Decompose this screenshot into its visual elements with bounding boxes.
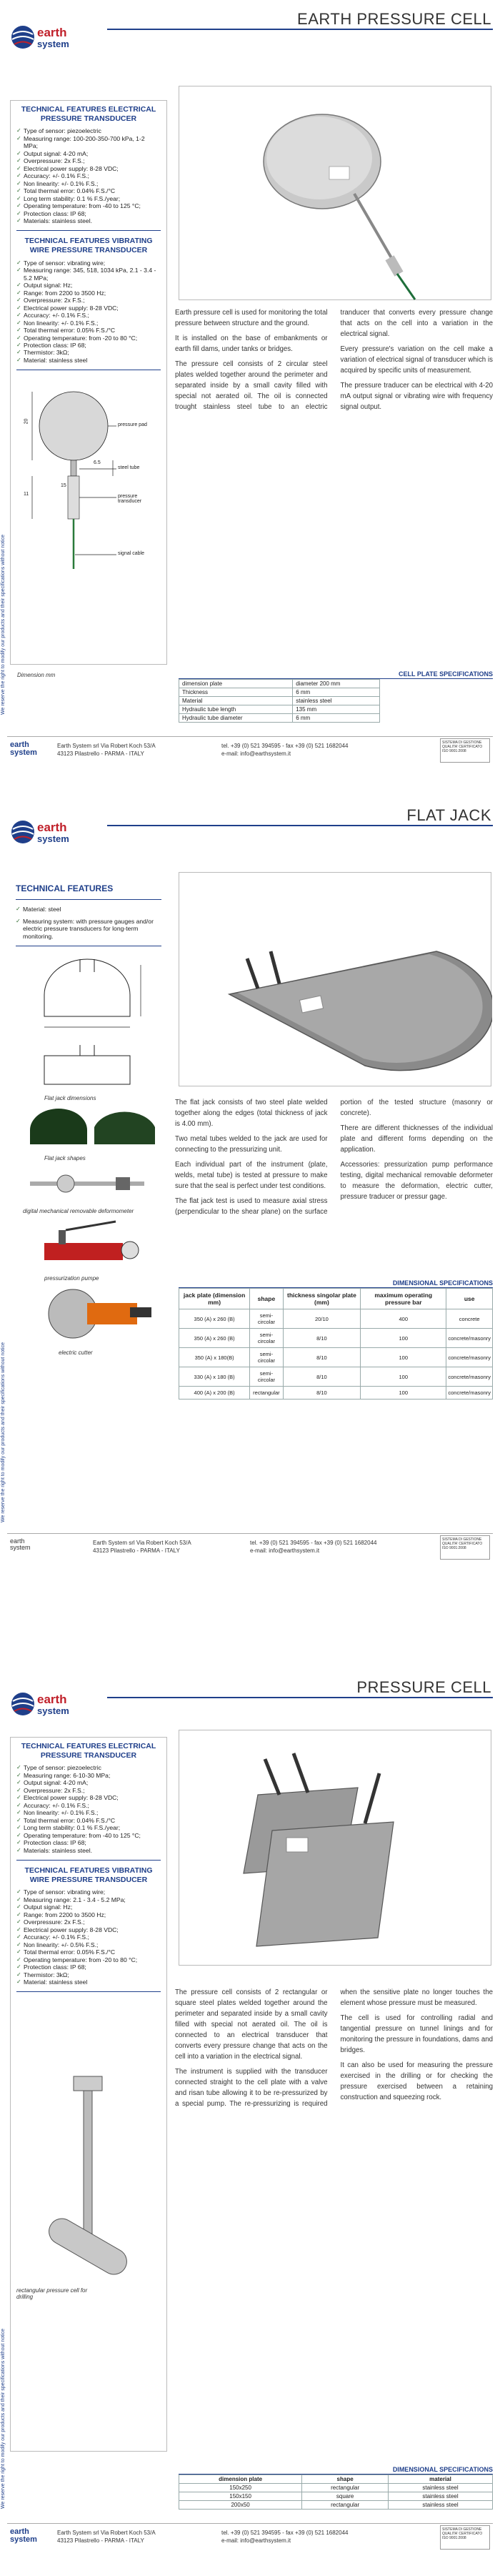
list-item: ✓ Overpressure: 2x F.S.;: [16, 157, 161, 164]
earth-system-logo: [7, 808, 100, 853]
list-item: ✓ Accuracy: +/- 0.1% F.S.;: [16, 1802, 161, 1809]
email-line[interactable]: e-mail: info@earthsystem.it: [221, 750, 291, 757]
table-cell: 20/10: [283, 1309, 360, 1329]
dim-label: 15: [61, 483, 66, 489]
list-item: ✓ Measuring range: 6-10-30 MPa;: [16, 1772, 161, 1779]
certification-badge: SISTEMA DI GESTIONE QUALITA' CERTIFICATO ISO 9001:2008: [440, 2525, 490, 2550]
list-item: ✓ Materials: stainless steel.: [16, 217, 161, 224]
vibrating-features-title: TECHNICAL FEATURES VIBRATING WIRE PRESSURE TRANSDUCER: [24, 1866, 153, 1884]
table-cell: 8/10: [283, 1348, 360, 1367]
features-list: [16, 906, 161, 940]
list-item: ✓ Non linearity: +/- 0.1% F.S.;: [16, 1809, 161, 1816]
paragraph: Every pressure's variation on the cell make a variation of electrical signal of transducer which is acquired by specific units of measurement.: [340, 345, 493, 375]
table-row: [179, 2492, 493, 2501]
paragraph: Two metal tubes welded to the jack are used for connecting to the pressurizing unit.: [175, 1135, 328, 1154]
dim-label: 20: [24, 419, 29, 425]
table-cell: 100: [361, 1348, 446, 1367]
column-header: use: [446, 1289, 493, 1309]
footer-address: [57, 743, 156, 758]
table-cell: semi-circolar: [250, 1367, 283, 1387]
list-item: ✓ Output signal: 4-20 mA;: [16, 1779, 161, 1786]
table-cell: semi-circolar: [250, 1309, 283, 1329]
list-item: ✓ Output signal: Hz;: [16, 1903, 161, 1911]
table-cell: 100: [361, 1367, 446, 1387]
table-row: [179, 705, 380, 714]
list-item: ✓ Operating temperature: from -40 to 125 °C;: [16, 202, 161, 209]
footer-contacts: [250, 1540, 376, 1555]
list-item: ✓ Total thermal error: 0.04% F.S./°C: [16, 187, 161, 194]
list-item: ✓ Thermistor: 3kΩ;: [16, 349, 161, 356]
dim-label: 11: [24, 492, 29, 497]
dimension-drawing: [16, 376, 161, 590]
paragraph: It can also be used for measuring the pressure exercised in the drilling or for checking the pressure exercised between a retaining construction and squeezing rock.: [340, 2061, 493, 2102]
vibrating-features-list: [16, 1888, 161, 1986]
table-cell: 8/10: [283, 1367, 360, 1387]
table-cell: 8/10: [283, 1387, 360, 1400]
page-title: PRESSURE CELL: [356, 1678, 491, 1696]
certification-badge: SISTEMA DI GESTIONE QUALITA' CERTIFICATO ISO 9001:2008: [440, 738, 490, 763]
table-cell: concrete/masonry: [446, 1329, 493, 1348]
table-cell: 400: [361, 1309, 446, 1329]
list-item: ✓ Non linearity: +/- 0.1% F.S.;: [16, 319, 161, 327]
caption-cutter: electric cutter: [59, 1349, 93, 1357]
spec-table: [179, 1288, 493, 1400]
table-row: [179, 1367, 493, 1387]
column-header: maximum operating pressure bar: [361, 1289, 446, 1309]
list-item: ✓ Total thermal error: 0.05% F.S./°C: [16, 327, 161, 334]
table-cell: rectangular: [302, 2484, 389, 2492]
list-item: ✓ Measuring range: 345, 518, 1034 kPa, 2.1 - 3.4 - 5.2 MPa;: [16, 267, 161, 282]
list-item: ✓ Non linearity: +/- 0.5% F.S.;: [16, 1941, 161, 1948]
page-header: [0, 779, 500, 858]
table-header-row: [179, 1289, 493, 1309]
list-item: ✓ Overpressure: 2x F.S.;: [16, 297, 161, 304]
list-item: ✓ Material: stainless steel: [16, 1978, 161, 1986]
divider: [16, 1991, 161, 1992]
description-text: [175, 307, 493, 450]
spec-table: [179, 2475, 493, 2510]
flat-jack-dimension-drawing: [16, 952, 159, 1038]
paragraph: The instrument is supplied with the transducer connected straight to the cell plate with a valve and risan tube allowing it to be re-pressurized by a special pump. The re-pressurizing is required when the sensitive plate no longer touches the element whose pressure must be measured.: [175, 1988, 493, 2109]
pressure-cell-photo: [179, 1730, 492, 1966]
title-rule: [107, 1697, 493, 1698]
table-cell: dimension plate: [179, 680, 293, 688]
email-line[interactable]: e-mail: info@earthsystem.it: [221, 2537, 291, 2544]
dimensional-specifications: [179, 2466, 493, 2510]
column-header: dimension plate: [179, 2475, 302, 2484]
vibrating-features-list: [16, 259, 161, 365]
vibrating-features-title: TECHNICAL FEATURES VIBRATING WIRE PRESSURE TRANSDUCER: [24, 237, 153, 255]
column-header: thickness singolar plate (mm): [283, 1289, 360, 1309]
rectangular-cell-drawing: [16, 2069, 159, 2284]
table-cell: stainless steel: [293, 697, 379, 705]
features-title: TECHNICAL FEATURES: [16, 883, 114, 893]
table-header-row: [179, 2475, 493, 2484]
footer-brand: [10, 1538, 31, 1551]
certification-badge: SISTEMA DI GESTIONE QUALITA' CERTIFICATO ISO 9001:2008: [440, 1535, 490, 1560]
column-header: material: [389, 2475, 493, 2484]
list-item: ✓ Material: steel: [16, 906, 161, 913]
page-title: EARTH PRESSURE CELL: [297, 10, 491, 28]
table-cell: 200x50: [179, 2501, 302, 2510]
paragraph: It is installed on the base of embankments or earth fill dams, under tanks or bridges.: [175, 335, 328, 354]
page-earth-pressure-cell: [0, 0, 500, 779]
table-row: [179, 2484, 493, 2492]
list-item: ✓ Materials: stainless steel.: [16, 1847, 161, 1854]
list-item: ✓ Electrical power supply: 8-28 VDC;: [16, 165, 161, 172]
svg-text:earth: earth: [37, 1693, 67, 1706]
title-rule: [107, 825, 493, 826]
table-cell: concrete/masonry: [446, 1348, 493, 1367]
table-cell: diameter 200 mm: [293, 680, 379, 688]
paragraph: The pressure cell consists of 2 circular steel plates welded together around the perimeter and separated inside by a small cavity filled with special not aerated oil. The oil is connected trought stainless steel tube to an electric tranducer that converts every pressure change that acts on the cell into a variation in the electrical signal.: [175, 309, 493, 412]
table-cell: Thickness: [179, 688, 293, 697]
list-item: ✓ Protection class: IP 68;: [16, 1963, 161, 1971]
svg-text:system: system: [37, 833, 69, 844]
table-cell: Hydraulic tube diameter: [179, 714, 293, 723]
spec-table: [179, 679, 380, 723]
label-signal-cable: signal cable: [118, 551, 144, 557]
table-cell: stainless steel: [389, 2484, 493, 2492]
caption-shapes: Flat jack shapes: [44, 1155, 86, 1162]
brand-word: earth: [10, 1537, 25, 1545]
list-item: ✓ Material: stainless steel: [16, 357, 161, 364]
table-cell: rectangular: [302, 2501, 389, 2510]
spec-title: DIMENSIONAL SPECIFICATIONS: [179, 2466, 493, 2475]
tel-line: tel. +39 (0) 521 394595 - fax +39 (0) 521 1682044: [221, 743, 349, 749]
brand-word: system: [10, 1544, 31, 1551]
list-item: ✓ Overpressure: 2x F.S.;: [16, 1787, 161, 1794]
footer-brand: [10, 741, 37, 757]
page-title: FLAT JACK: [406, 806, 491, 824]
list-item: ✓ Measuring system: with pressure gauges and/or electric pressure transducers for long-term monitoring.: [16, 918, 161, 940]
paragraph: The pressure traducer can be electrical with 4-20 mA output signal or vibrating wire with frequency signal output.: [340, 382, 493, 412]
list-item: ✓ Overpressure: 2x F.S.;: [16, 1918, 161, 1926]
deformometer-photo: [16, 1161, 159, 1204]
electrical-features-title: TECHNICAL FEATURES ELECTRICAL PRESSURE TRANSDUCER: [21, 105, 156, 123]
address-line: Earth System srl Via Robert Koch 53/A: [93, 1540, 191, 1546]
tel-line: tel. +39 (0) 521 394595 - fax +39 (0) 521 1682044: [250, 1540, 377, 1546]
table-row: [179, 1309, 493, 1329]
flat-jack-shapes-photo: [16, 1101, 159, 1151]
list-item: ✓ Output signal: 4-20 mA;: [16, 150, 161, 157]
label-steel-tube: steel tube: [118, 465, 140, 471]
side-note: We reserve the right to modify our products and their specifications without notice: [1, 1342, 6, 1522]
table-cell: Hydraulic tube length: [179, 705, 293, 714]
table-row: [179, 697, 380, 705]
list-item: ✓ Type of sensor: piezoelectric: [16, 1764, 161, 1771]
dimensional-specifications: [179, 1279, 493, 1400]
description-text: [175, 1987, 493, 2201]
list-item: ✓ Electrical power supply: 8-28 VDC;: [16, 1794, 161, 1801]
page-flat-jack: [0, 779, 500, 1594]
table-row: [179, 1348, 493, 1367]
earth-pressure-cell-photo: [179, 86, 492, 301]
paragraph: Accessories: pressurization pump performance testing, digital mechanical removable deformeter to measure the deformation, electric cutter, pressure traducer or pressur gage.: [340, 1161, 493, 1202]
table-cell: 135 mm: [293, 705, 379, 714]
table-cell: 100: [361, 1387, 446, 1400]
table-cell: concrete/masonry: [446, 1367, 493, 1387]
table-cell: rectangular: [250, 1387, 283, 1400]
column-header: jack plate (dimension mm): [179, 1289, 250, 1309]
earth-system-logo: [7, 13, 100, 59]
address-line: 43123 Pilastrello - PARMA - ITALY: [57, 750, 144, 757]
svg-text:earth: earth: [37, 821, 67, 834]
table-cell: 150x250: [179, 2484, 302, 2492]
column-header: shape: [250, 1289, 283, 1309]
divider: [16, 1860, 161, 1861]
label-pressure-transducer: pressure transducer: [118, 494, 142, 505]
divider: [16, 899, 161, 900]
table-cell: concrete: [446, 1309, 493, 1329]
address-line: Earth System srl Via Robert Koch 53/A: [57, 743, 156, 749]
table-cell: stainless steel: [389, 2492, 493, 2501]
list-item: ✓ Measuring range: 100-200-350-700 kPa, 1-2 MPa;: [16, 135, 161, 150]
table-cell: semi-circolar: [250, 1329, 283, 1348]
footer-contacts: [221, 2530, 348, 2545]
page-footer: [7, 1533, 493, 1569]
footer-address: [93, 1540, 191, 1555]
paragraph: The flat jack consists of two steel plate welded together along the edges (total thickness of jack is 4.00 mm).: [175, 1099, 328, 1129]
brand-word: earth: [10, 2527, 29, 2536]
tel-line: tel. +39 (0) 521 394595 - fax +39 (0) 521 1682044: [221, 2530, 349, 2536]
table-row: [179, 2501, 493, 2510]
table-row: [179, 680, 380, 688]
spec-title: CELL PLATE SPECIFICATIONS: [179, 670, 493, 679]
column-header: shape: [302, 2475, 389, 2484]
divider: [16, 230, 161, 231]
list-item: ✓ Total thermal error: 0.04% F.S./°C: [16, 1817, 161, 1824]
svg-text:system: system: [37, 1705, 69, 1716]
technical-features-panel: [10, 879, 167, 1472]
table-cell: square: [302, 2492, 389, 2501]
table-cell: 6 mm: [293, 688, 379, 697]
table-cell: 350 (A) x 180(B): [179, 1348, 250, 1367]
table-cell: 100: [361, 1329, 446, 1348]
list-item: ✓ Type of sensor: vibrating wire;: [16, 1888, 161, 1896]
table-row: [179, 688, 380, 697]
caption-pump: pressurization pumpe: [44, 1275, 99, 1282]
dimension-caption: Dimension mm: [17, 672, 56, 678]
footer-contacts: [221, 743, 348, 758]
table-cell: 330 (A) x 180 (B): [179, 1367, 250, 1387]
caption-dimensions: Flat jack dimensions: [44, 1095, 96, 1102]
flat-jack-photo: [179, 873, 492, 1087]
list-item: ✓ Total thermal error: 0.05% F.S./°C: [16, 1948, 161, 1956]
paragraph: Each individual part of the instrument (plate, welds, metal tube) is tested at pressure to make sure that the seal is perfect under test conditions.: [175, 1161, 328, 1191]
brand-word: system: [10, 2535, 37, 2544]
table-cell: stainless steel: [389, 2501, 493, 2510]
table-cell: concrete/masonry: [446, 1387, 493, 1400]
list-item: ✓ Protection class: IP 68;: [16, 342, 161, 349]
paragraph: The flat jack test is used to measure axial stress (perpendicular to the shear plane) on the surface portion of the tested structure (masonry or concrete).: [175, 1099, 493, 1217]
electrical-features-list: [16, 127, 161, 224]
list-item: ✓ Electrical power supply: 8-28 VDC;: [16, 1926, 161, 1933]
list-item: ✓ Non linearity: +/- 0.1% F.S.;: [16, 180, 161, 187]
page-header: [0, 0, 500, 61]
address-line: 43123 Pilastrello - PARMA - ITALY: [93, 1547, 180, 1554]
list-item: ✓ Long term stability: 0.1 % F.S./year;: [16, 1824, 161, 1831]
list-item: ✓ Operating temperature: from -20 to 80 °C;: [16, 335, 161, 342]
paragraph: The pressure cell consists of 2 rectangular or square steel plates welded together around the perimeter and separated inside by a small cavity filled with special not aerated oil. The oil is connected to an electrical transducer that converts every pressure change that acts on the cell into a variation in the electrical signal.: [175, 1988, 328, 2061]
list-item: ✓ Accuracy: +/- 0.1% F.S.;: [16, 312, 161, 319]
electric-cutter-photo: [16, 1282, 159, 1346]
earth-system-logo: [7, 1680, 100, 1725]
product-photo-frame: [179, 1730, 491, 1966]
brand-word: system: [10, 748, 37, 757]
table-cell: semi-circolar: [250, 1348, 283, 1367]
list-item: ✓ Range: from 2200 to 3500 Hz;: [16, 289, 161, 297]
label-pressure-pad: pressure pad: [118, 422, 147, 428]
table-cell: 350 (A) x 260 (B): [179, 1309, 250, 1329]
list-item: ✓ Type of sensor: piezoelectric: [16, 127, 161, 134]
pressurization-pump-photo: [16, 1214, 159, 1272]
page-pressure-cell: [0, 1594, 500, 2576]
list-item: ✓ Long term stability: 0.1 % F.S./year;: [16, 195, 161, 202]
flat-jack-rect-drawing: [16, 1041, 159, 1091]
table-cell: 150x150: [179, 2492, 302, 2501]
table-cell: 6 mm: [293, 714, 379, 723]
list-item: ✓ Range: from 2200 to 3500 Hz;: [16, 1911, 161, 1918]
paragraph: There are different thicknesses of the individual plate and different forms depending on the application.: [340, 1124, 493, 1154]
list-item: ✓ Type of sensor: vibrating wire;: [16, 259, 161, 267]
page-footer: [7, 2523, 493, 2552]
electrical-features-list: [16, 1764, 161, 1854]
side-note: We reserve the right to modify our products and their specifications without notice: [1, 2329, 6, 2509]
list-item: ✓ Operating temperature: from -20 to 80 °C;: [16, 1956, 161, 1963]
list-item: ✓ Measuring range: 2.1 - 3.4 - 5.2 MPa;: [16, 1896, 161, 1903]
technical-features-panel: [10, 1737, 167, 2452]
page-footer: [7, 736, 493, 765]
list-item: ✓ Protection class: IP 68;: [16, 1839, 161, 1846]
list-item: ✓ Thermistor: 3kΩ;: [16, 1971, 161, 1978]
table-row: [179, 1387, 493, 1400]
dim-label: 6.5: [94, 460, 101, 466]
list-item: ✓ Accuracy: +/- 0.1% F.S.;: [16, 1933, 161, 1941]
list-item: ✓ Protection class: IP 68;: [16, 210, 161, 217]
cell-plate-specifications: [179, 670, 493, 723]
list-item: ✓ Accuracy: +/- 0.1% F.S.;: [16, 172, 161, 179]
page-header: [0, 1594, 500, 1715]
address-line: Earth System srl Via Robert Koch 53/A: [57, 2530, 156, 2536]
brand-word: earth: [10, 740, 29, 749]
footer-brand: [10, 2528, 37, 2544]
technical-features-panel: [10, 100, 167, 665]
description-text: [175, 1097, 493, 1262]
side-note: We reserve the right to modify our products and their specifications without notice: [1, 535, 6, 715]
table-cell: 400 (A) x 200 (B): [179, 1387, 250, 1400]
title-rule: [107, 29, 493, 30]
product-photo-frame: [179, 86, 491, 300]
table-row: [179, 1329, 493, 1348]
rectangular-cell-caption: rectangular pressure cell for drilling: [16, 2287, 88, 2301]
svg-text:system: system: [37, 39, 69, 49]
table-row: [179, 714, 380, 723]
product-photo-frame: [179, 872, 491, 1086]
email-line[interactable]: e-mail: info@earthsystem.it: [250, 1547, 320, 1554]
paragraph: The cell is used for controlling radial and tangential pressure on tunnel linings and for monitoring the pressure in foundations, dams and bridges.: [340, 2014, 493, 2055]
table-cell: Material: [179, 697, 293, 705]
list-item: ✓ Operating temperature: from -40 to 125 °C;: [16, 1832, 161, 1839]
caption-deformometer: digital mechanical removable deformometer: [23, 1208, 134, 1215]
address-line: 43123 Pilastrello - PARMA - ITALY: [57, 2537, 144, 2544]
list-item: ✓ Electrical power supply: 8-28 VDC;: [16, 304, 161, 312]
footer-address: [57, 2530, 156, 2545]
table-cell: 8/10: [283, 1329, 360, 1348]
table-cell: 350 (A) x 260 (B): [179, 1329, 250, 1348]
list-item: ✓ Output signal: Hz;: [16, 282, 161, 289]
spec-title: DIMENSIONAL SPECIFICATIONS: [179, 1279, 493, 1288]
paragraph: Earth pressure cell is used for monitoring the total pressure between structure and the ground.: [175, 309, 328, 328]
electrical-features-title: TECHNICAL FEATURES ELECTRICAL PRESSURE TRANSDUCER: [21, 1742, 156, 1760]
svg-text:earth: earth: [37, 26, 67, 39]
